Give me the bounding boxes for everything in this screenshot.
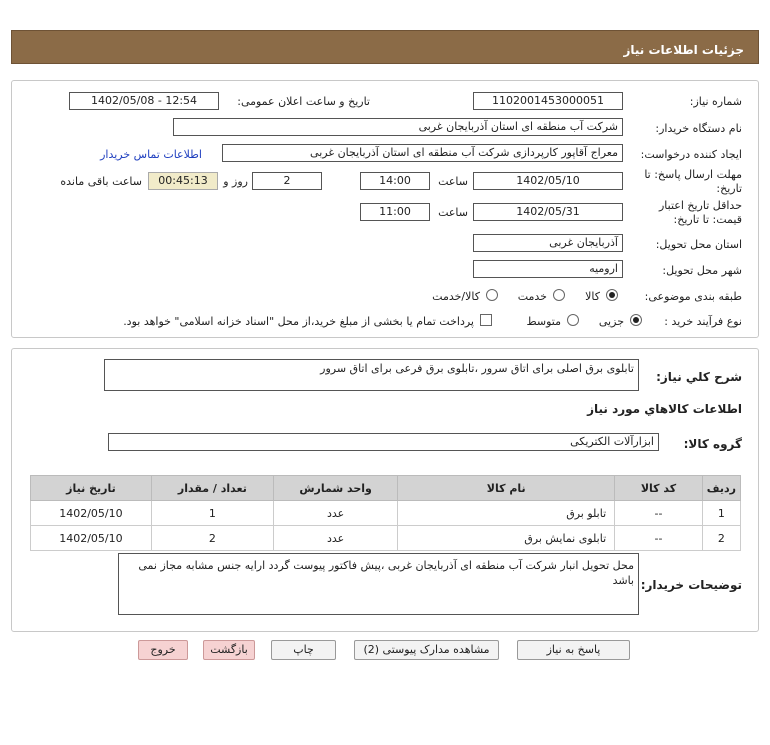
validity-label-line1: حداقل تاریخ اعتبار — [658, 199, 742, 212]
remaining-time-field: 00:45:13 — [148, 172, 218, 190]
view-attachments-button[interactable]: مشاهده مدارک پیوستی (2) — [354, 640, 499, 660]
page-title: جزئیات اطلاعات نیاز — [623, 43, 744, 57]
category-service-radio[interactable] — [553, 289, 565, 301]
col-row: ردیف — [702, 476, 740, 501]
deadline-date-field: 1402/05/10 — [473, 172, 623, 190]
validity-label-line2: قیمت: تا تاریخ: — [673, 213, 742, 226]
cell-unit: عدد — [273, 501, 397, 526]
cell-row: 1 — [702, 501, 740, 526]
print-button[interactable]: چاپ — [271, 640, 336, 660]
cell-code: -- — [615, 526, 703, 551]
days-field: 2 — [252, 172, 322, 190]
category-goods-service-radio[interactable] — [486, 289, 498, 301]
announce-datetime-field: 1402/05/08 - 12:54 — [69, 92, 219, 110]
category-goods-label: کالا — [585, 290, 600, 303]
treasury-payment-note: پرداخت تمام یا بخشی از مبلغ خرید،از محل "اسناد خزانه اسلامی" خواهد بود. — [123, 315, 474, 328]
buyer-org-label: نام دستگاه خریدار: — [655, 122, 742, 135]
deadline-label — [644, 168, 742, 196]
category-goods-radio[interactable] — [606, 289, 618, 301]
col-qty: تعداد / مقدار — [151, 476, 273, 501]
need-number-label: شماره نیاز: — [689, 95, 742, 108]
remaining-time-label: ساعت باقی مانده — [60, 175, 142, 188]
process-medium-radio[interactable] — [567, 314, 579, 326]
col-name: نام کالا — [398, 476, 615, 501]
process-medium-label: متوسط — [526, 315, 561, 328]
buyer-notes-label: توضیحات خریدار: — [640, 578, 742, 592]
page-header — [11, 30, 759, 64]
process-minor-radio[interactable] — [630, 314, 642, 326]
table-row — [31, 501, 741, 526]
province-field: آذربایجان غربی — [473, 234, 623, 252]
goods-group-field: ابزارآلات الکتریکی — [108, 433, 659, 451]
category-label: طبقه بندی موضوعی: — [644, 290, 742, 303]
need-number-field: 1102001453000051 — [473, 92, 623, 110]
requester-label: ایجاد کننده درخواست: — [640, 148, 742, 161]
cell-qty: 1 — [151, 501, 273, 526]
province-label: استان محل تحویل: — [655, 238, 742, 251]
back-button[interactable]: بازگشت — [203, 640, 255, 660]
goods-info-title: اطلاعات کالاهاي مورد نياز — [587, 402, 742, 416]
deadline-label-line2: تاریخ: — [716, 182, 742, 195]
deadline-time-field: 14:00 — [360, 172, 430, 190]
goods-group-label: گروه کالا: — [683, 437, 742, 451]
col-unit: واحد شمارش — [273, 476, 397, 501]
cell-name: تابلوی نمایش برق — [398, 526, 615, 551]
deadline-label-line1: مهلت ارسال پاسخ: تا — [644, 168, 742, 181]
buyer-contact-link[interactable]: اطلاعات تماس خریدار — [100, 148, 202, 161]
cell-unit: عدد — [273, 526, 397, 551]
exit-button[interactable]: خروج — [138, 640, 188, 660]
process-minor-label: جزیی — [598, 315, 624, 328]
goods-table — [30, 475, 741, 551]
col-code: کد کالا — [615, 476, 703, 501]
cell-row: 2 — [702, 526, 740, 551]
validity-time-field: 11:00 — [360, 203, 430, 221]
deadline-time-label: ساعت — [438, 175, 468, 188]
cell-qty: 2 — [151, 526, 273, 551]
cell-date: 1402/05/10 — [31, 501, 152, 526]
table-row — [31, 526, 741, 551]
description-label: شرح کلي نياز: — [656, 370, 742, 384]
buyer-org-field: شرکت آب منطقه ای استان آذربایجان غربی — [173, 118, 623, 136]
buyer-notes-field: محل تحویل انبار شرکت آب منطقه ای آذربایجان غربی ،پیش فاکتور پیوست گردد ارایه جنس مشابه مجاز نمی باشد — [118, 553, 639, 615]
category-service-label: خدمت — [517, 290, 547, 303]
col-date: تاریخ نیاز — [31, 476, 152, 501]
reply-button[interactable]: پاسخ به نیاز — [517, 640, 630, 660]
description-field: تابلوی برق اصلی برای اتاق سرور ،تابلوی برق فرعی برای اتاق سرور — [104, 359, 639, 391]
city-field: ارومیه — [473, 260, 623, 278]
announce-datetime-label: تاریخ و ساعت اعلان عمومی: — [237, 95, 370, 108]
cell-date: 1402/05/10 — [31, 526, 152, 551]
category-goods-service-label: کالا/خدمت — [432, 290, 480, 303]
cell-name: تابلو برق — [398, 501, 615, 526]
cell-code: -- — [615, 501, 703, 526]
days-label: روز و — [223, 175, 248, 188]
treasury-payment-checkbox[interactable] — [480, 314, 492, 326]
validity-date-field: 1402/05/31 — [473, 203, 623, 221]
requester-field: معراج آقاپور کارپردازی شرکت آب منطقه ای استان آذربایجان غربی — [222, 144, 623, 162]
goods-table-header — [31, 476, 741, 501]
city-label: شهر محل تحویل: — [662, 264, 742, 277]
validity-time-label: ساعت — [438, 206, 468, 219]
validity-label — [659, 199, 742, 227]
process-label: نوع فرآیند خرید : — [664, 315, 742, 328]
